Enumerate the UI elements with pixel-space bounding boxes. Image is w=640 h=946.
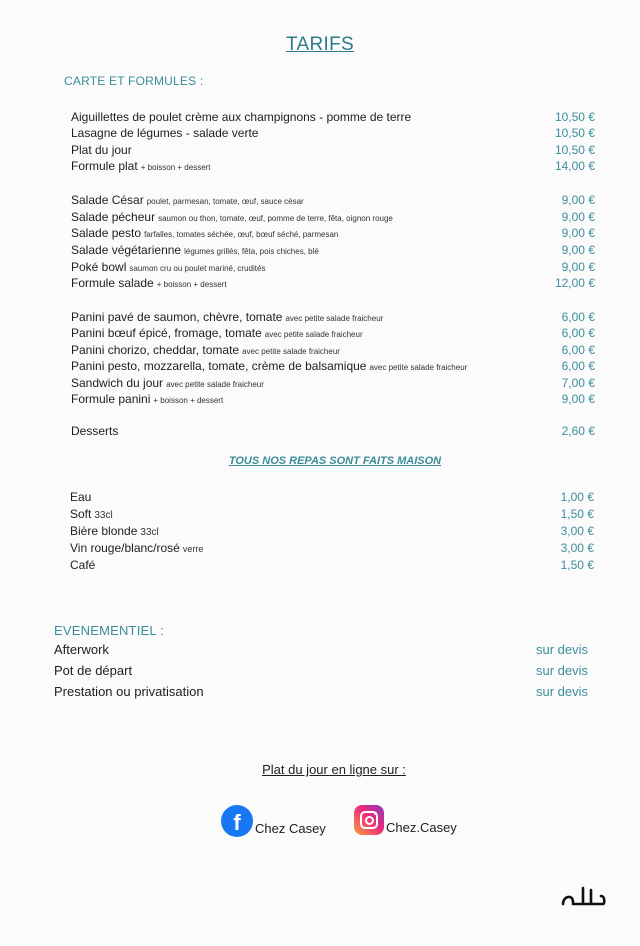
menu-item-price: 6,00 €: [561, 326, 595, 340]
drink-price: 3,00 €: [560, 541, 594, 555]
menu-item-price: 6,00 €: [561, 343, 595, 357]
facebook-icon: f: [221, 805, 253, 837]
menu-item-name: Salade végétarienne: [71, 243, 182, 257]
menu-item-name: Salade César: [71, 193, 144, 207]
menu-item-detail: avec petite salade fraicheur: [369, 363, 468, 372]
menu-item-price: 9,00 €: [561, 226, 595, 240]
menu-item-price: 9,00 €: [561, 260, 595, 274]
drink-name: Café: [70, 558, 96, 572]
drink-price: 1,00 €: [560, 490, 594, 504]
menu-item-detail: avec petite salade fraicheur: [242, 347, 340, 356]
menu-item-detail: saumon cru ou poulet mariné, crudités: [129, 264, 266, 273]
menu-item: [71, 209, 595, 225]
drink-detail: 33cl: [140, 527, 159, 538]
menu-item-price: 9,00 €: [561, 392, 595, 406]
drink-item: [70, 523, 594, 539]
event-item: [54, 642, 588, 658]
carte-section-label: CARTE ET FORMULES :: [64, 74, 204, 88]
drink-item: [70, 489, 594, 505]
menu-item-name: Formule panini: [71, 392, 151, 406]
menu-item-name: Lasagne de légumes - salade verte: [71, 126, 259, 140]
menu-item: [71, 391, 595, 407]
menu-item-price: 6,00 €: [561, 310, 595, 324]
menu-item-detail: farfalles, tomates séchée, œuf, bœuf séché, parmesan: [144, 230, 339, 239]
event-name: Pot de départ: [54, 663, 133, 678]
menu-item-price: 10,50 €: [554, 110, 595, 124]
menu-item-name: Panini bœuf épicé, fromage, tomate: [71, 326, 262, 340]
events-section-label: EVENEMENTIEL :: [54, 623, 164, 638]
menu-item: [71, 325, 595, 341]
drink-name: Bière blonde: [70, 524, 138, 538]
drink-item: [70, 506, 594, 522]
menu-item-detail: + boisson + dessert: [140, 163, 211, 172]
menu-item-name: Panini pesto, mozzarella, tomate, crème de balsamique: [71, 359, 367, 373]
drink-label: [70, 506, 113, 524]
menu-item-name: Salade pécheur: [71, 210, 156, 224]
menu-item-name: Salade pesto: [71, 226, 142, 240]
menu-item: [71, 275, 595, 291]
event-price: sur devis: [535, 684, 588, 699]
event-item: [54, 663, 588, 679]
menu-item-label: [71, 158, 211, 176]
instagram-label: Chez.Casey: [386, 819, 457, 835]
event-price: sur devis: [535, 663, 588, 678]
homemade-note: TOUS NOS REPAS SONT FAITS MAISON: [228, 455, 442, 467]
menu-item-price: 10,50 €: [554, 143, 595, 157]
drink-item: [70, 540, 594, 556]
instagram-link[interactable]: [354, 805, 457, 835]
drink-name: Eau: [70, 490, 92, 504]
event-name: Prestation ou privatisation: [54, 684, 204, 699]
menu-item-name: Poké bowl: [71, 260, 127, 274]
menu-item: [71, 242, 595, 258]
drink-detail: verre: [182, 544, 204, 554]
menu-item: [71, 342, 595, 358]
menu-item-price: 2,60 €: [561, 424, 595, 438]
drink-price: 1,50 €: [560, 507, 594, 521]
event-name: Afterwork: [54, 642, 109, 657]
menu-item-price: 10,50 €: [554, 126, 595, 140]
menu-item-label: [71, 242, 319, 260]
event-item: [54, 684, 588, 700]
drink-item: [70, 557, 594, 573]
menu-item-price: 14,00 €: [554, 159, 595, 173]
menu-item-name: Panini chorizo, cheddar, tomate: [71, 343, 240, 357]
page-title: TARIFS: [286, 34, 354, 55]
menu-item-label: [71, 391, 223, 409]
menu-item: [71, 158, 595, 174]
menu-item-name: Desserts: [71, 424, 119, 438]
menu-item-detail: saumon ou thon, tomate, œuf, pomme de terre, fêta, oignon rouge: [158, 214, 393, 223]
menu-item-detail: + boisson + dessert: [153, 396, 224, 405]
menu-item-price: 6,00 €: [561, 359, 595, 373]
menu-item: [71, 375, 595, 391]
menu-item: [71, 225, 595, 241]
drink-name: Soft: [70, 507, 92, 521]
menu-item-label: [71, 325, 363, 343]
menu-item: [71, 358, 595, 374]
menu-item-name: Panini pavé de saumon, chèvre, tomate: [71, 310, 283, 324]
halal-icon: [559, 884, 609, 910]
menu-item: [71, 309, 595, 325]
menu-item-detail: poulet, parmesan, tomate, œuf, sauce césar: [146, 197, 304, 206]
drink-label: [70, 540, 203, 557]
menu-item-detail: légumes grillés, fêta, pois chiches, blé: [184, 247, 319, 256]
drink-price: 1,50 €: [560, 558, 594, 572]
menu-item-name: Aiguillettes de poulet crème aux champignons - pomme de terre: [71, 110, 412, 124]
menu-item-detail: + boisson + dessert: [156, 280, 227, 289]
menu-item-price: 9,00 €: [561, 243, 595, 257]
menu-item: [71, 142, 595, 158]
menu-item-detail: avec petite salade fraicheur: [264, 330, 363, 339]
menu-item-name: Formule plat: [71, 159, 138, 173]
menu-item-label: [71, 358, 467, 376]
online-label: Plat du jour en ligne sur :: [262, 762, 406, 777]
menu-item-price: 9,00 €: [561, 210, 595, 224]
menu-item-price: 12,00 €: [554, 276, 595, 290]
menu-item-price: 9,00 €: [561, 193, 595, 207]
menu-item: [71, 125, 595, 141]
menu-item: [71, 109, 595, 125]
menu-item: [71, 192, 595, 208]
drink-price: 3,00 €: [560, 524, 594, 538]
menu-item: [71, 259, 595, 275]
menu-item-name: Plat du jour: [71, 143, 132, 157]
menu-item: [71, 423, 595, 439]
menu-item-detail: avec petite salade fraicheur: [285, 314, 384, 323]
facebook-label: Chez Casey: [255, 820, 326, 836]
drink-name: Vin rouge/blanc/rosé: [70, 541, 180, 555]
menu-item-label: [71, 225, 338, 243]
menu-item-price: 7,00 €: [561, 376, 595, 390]
menu-item-name: Formule salade: [71, 276, 154, 290]
menu-item-label: [71, 275, 227, 293]
facebook-link[interactable]: [221, 805, 326, 837]
menu-item-name: Sandwich du jour: [71, 376, 164, 390]
instagram-icon: [354, 805, 384, 835]
event-price: sur devis: [535, 642, 588, 657]
drink-detail: 33cl: [94, 510, 113, 521]
drink-label: [70, 523, 159, 541]
menu-item-detail: avec petite salade fraicheur: [166, 380, 264, 389]
menu-item-label: [71, 192, 304, 210]
